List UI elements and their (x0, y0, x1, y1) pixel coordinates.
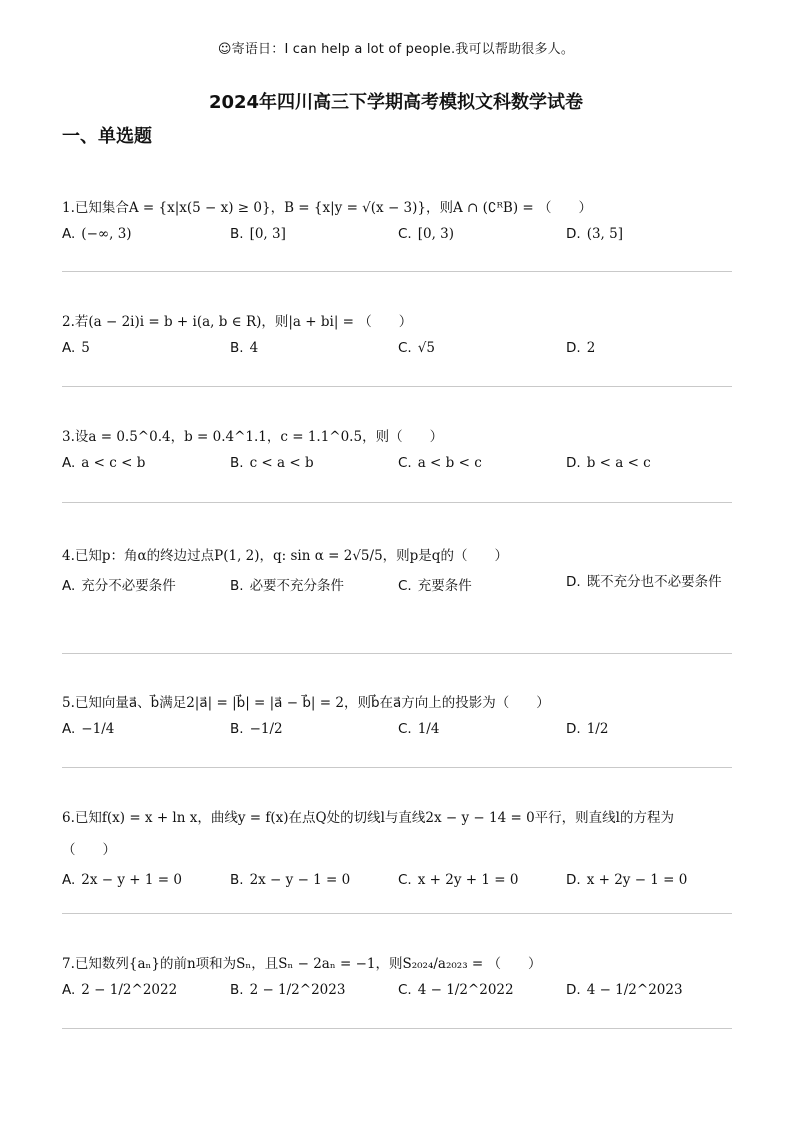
option-text: 必要不充分条件 (249, 578, 345, 594)
option-text: (−∞, 3) (81, 226, 132, 242)
option-c[interactable] (398, 340, 435, 356)
option-label: D. (566, 721, 581, 737)
divider (62, 913, 732, 914)
option-label: C. (398, 578, 412, 594)
question-2 (62, 312, 732, 370)
header-note: ☺寄语日：I can help a lot of people.我可以帮助很多人。 (217, 42, 575, 57)
option-text: −1/4 (81, 721, 115, 737)
question-6 (62, 808, 732, 902)
option-text: 1/2 (586, 721, 609, 737)
option-label: C. (398, 872, 412, 888)
option-text: 2 (586, 340, 596, 356)
options-row (62, 340, 732, 370)
option-b[interactable] (230, 721, 283, 737)
option-b[interactable] (230, 872, 350, 888)
option-text: b < a < c (586, 455, 651, 471)
option-label: B. (230, 721, 244, 737)
divider (62, 1028, 732, 1029)
options-row (62, 226, 732, 256)
option-text: x + 2y + 1 = 0 (417, 872, 519, 888)
option-label: D. (566, 574, 581, 590)
options-row (62, 574, 732, 634)
option-c[interactable] (398, 872, 518, 888)
option-text: 充分不必要条件 (81, 578, 176, 594)
option-label: A. (62, 226, 76, 242)
question-stem: 5.已知向量a⃗、b⃗满足2|a⃗| = |b⃗| = |a⃗ − b⃗| = 2，则b⃗在a⃗方向上的投影为（ ） (62, 695, 550, 711)
question-stem: 1.已知集合A = {x|x(5 − x) ≥ 0}，B = {x|y = √(x − 3)}，则A ∩ (∁ᴿB) = （ ） (62, 200, 592, 216)
options-row (62, 721, 732, 751)
option-label: B. (230, 982, 244, 998)
option-text: 4 − 1/2^2023 (586, 982, 683, 998)
options-row (62, 872, 732, 902)
question-stem: 3.设a = 0.5^0.4，b = 0.4^1.1，c = 1.1^0.5，则（ ） (62, 429, 444, 445)
option-c[interactable] (398, 455, 482, 471)
question-stem-cont: （ ） (62, 842, 116, 858)
option-text: [0, 3] (249, 226, 286, 242)
question-1 (62, 198, 732, 256)
option-c[interactable] (398, 982, 514, 998)
option-a[interactable] (62, 982, 177, 998)
option-d[interactable] (566, 872, 687, 888)
option-text: 2x − y + 1 = 0 (81, 872, 182, 888)
divider (62, 653, 732, 654)
option-text: √5 (417, 340, 435, 356)
option-label: D. (566, 455, 581, 471)
option-label: D. (566, 340, 581, 356)
option-c[interactable] (398, 574, 472, 594)
section-title: 一、单选题 (62, 126, 152, 147)
option-b[interactable] (230, 455, 314, 471)
option-text: [0, 3) (417, 226, 455, 242)
option-b[interactable] (230, 982, 345, 998)
question-stem: 7.已知数列{aₙ}的前n项和为Sₙ，且Sₙ − 2aₙ = −1，则S₂₀₂₄/a₂₀₂₃ = （ ） (62, 956, 542, 972)
option-label: B. (230, 340, 244, 356)
option-a[interactable] (62, 721, 114, 737)
option-label: C. (398, 721, 412, 737)
page-title: 2024年四川高三下学期高考模拟文科数学试卷 (208, 92, 584, 113)
option-text: (3, 5] (586, 226, 623, 242)
question-5 (62, 693, 732, 751)
option-text: 2 − 1/2^2022 (81, 982, 178, 998)
option-a[interactable] (62, 574, 176, 594)
option-label: B. (230, 872, 244, 888)
option-text: 4 (249, 340, 259, 356)
option-text: a < b < c (417, 455, 482, 471)
option-label: C. (398, 226, 412, 242)
option-text: x + 2y − 1 = 0 (586, 872, 688, 888)
option-label: C. (398, 455, 412, 471)
option-label: A. (62, 982, 76, 998)
divider (62, 271, 732, 272)
option-label: C. (398, 340, 412, 356)
question-7 (62, 954, 732, 1012)
option-a[interactable] (62, 872, 182, 888)
option-label: D. (566, 872, 581, 888)
option-text: c < a < b (249, 455, 314, 471)
question-4 (62, 546, 732, 634)
question-stem: 4.已知p：角α的终边过点P(1, 2)，q: sin α = 2√5/5，则p是q的（ ） (62, 548, 508, 564)
question-stem: 6.已知f(x) = x + ln x，曲线y = f(x)在点Q处的切线l与直线2x − y − 14 = 0平行，则直线l的方程为 (62, 810, 674, 826)
option-d[interactable] (566, 226, 623, 242)
option-label: A. (62, 455, 76, 471)
option-label: B. (230, 455, 244, 471)
option-b[interactable] (230, 574, 344, 594)
divider (62, 386, 732, 387)
option-c[interactable] (398, 721, 439, 737)
option-b[interactable] (230, 226, 286, 242)
option-label: A. (62, 872, 76, 888)
option-label: A. (62, 578, 76, 594)
question-3 (62, 427, 732, 485)
option-d[interactable] (566, 566, 726, 598)
option-b[interactable] (230, 340, 258, 356)
option-text: −1/2 (249, 721, 283, 737)
divider (62, 767, 732, 768)
option-label: B. (230, 226, 244, 242)
question-stem: 2.若(a − 2i)i = b + i(a, b ∈ R)，则|a + bi| = （ ） (62, 314, 413, 330)
option-a[interactable] (62, 226, 132, 242)
option-c[interactable] (398, 226, 454, 242)
option-text: 1/4 (417, 721, 440, 737)
option-d[interactable] (566, 721, 608, 737)
option-d[interactable] (566, 455, 651, 471)
options-row (62, 455, 732, 485)
option-text: 5 (81, 340, 90, 356)
option-label: C. (398, 982, 412, 998)
option-text: 2x − y − 1 = 0 (249, 872, 351, 888)
option-label: D. (566, 982, 581, 998)
option-text: 既不充分也不必要条件 (586, 574, 722, 590)
option-text: 2 − 1/2^2023 (249, 982, 346, 998)
option-d[interactable] (566, 340, 595, 356)
option-text: 4 − 1/2^2022 (417, 982, 514, 998)
option-text: a < c < b (81, 455, 146, 471)
option-d[interactable] (566, 982, 683, 998)
option-label: A. (62, 340, 76, 356)
options-row (62, 982, 732, 1012)
option-text: 充要条件 (417, 578, 472, 594)
option-label: B. (230, 578, 244, 594)
option-label: A. (62, 721, 76, 737)
option-a[interactable] (62, 340, 90, 356)
option-label: D. (566, 226, 581, 242)
divider (62, 502, 732, 503)
option-a[interactable] (62, 455, 145, 471)
